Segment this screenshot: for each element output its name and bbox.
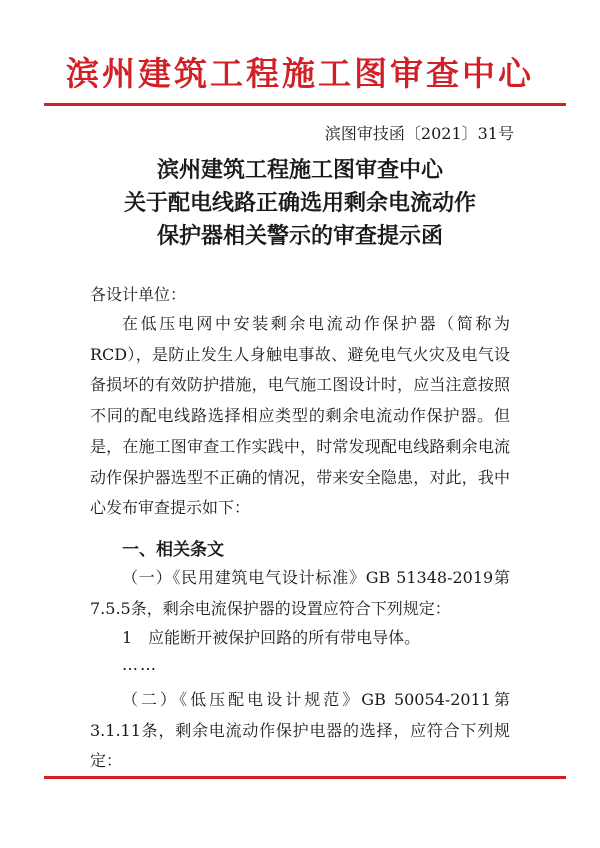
salutation: 各设计单位： (90, 285, 187, 304)
clause-1-paragraph: （一）《民用建筑电气设计标准》GB 51348-2019第7.5.5条，剩余电流保护器的设置应符合下列规定： (90, 568, 510, 618)
footer-rule (44, 776, 566, 779)
letterhead-title: 滨州建筑工程施工图审查中心 (66, 54, 534, 93)
section-heading: 一、相关条文 (122, 540, 224, 560)
document-number: 滨图审技函〔2021〕31号 (324, 124, 514, 143)
ellipsis: …… (122, 655, 158, 674)
clause-2-paragraph: （二）《低压配电设计规范》GB 50054-2011第3.1.11条，剩余电流动作保护电器的选择，应符合下列规定： (90, 690, 510, 771)
title-line-1: 滨州建筑工程施工图审查中心 (156, 158, 443, 183)
clause-1-item-1: 1 应能断开被保护回路的所有带电导体。 (122, 628, 421, 647)
letterhead-top-rule (44, 103, 566, 106)
title-line-3: 保护器相关警示的审查提示函 (156, 224, 443, 249)
intro-paragraph: 在低压电网中安装剩余电流动作保护器（简称为RCD），是防止发生人身触电事故、避免电气火灾及电气设备损坏的有效防护措施，电气施工图设计时，应当注意按照不同的配电线路选择相应类型的剩余电流动作保护器。但是，在施工图审查工作实践中，时常发现配电线路剩余电流动作保护器选型不正确的情况，带来安全隐患，对此，我中心发布审查提示如下： (90, 314, 510, 518)
title-line-2: 关于配电线路正确选用剩余电流动作 (123, 191, 476, 216)
